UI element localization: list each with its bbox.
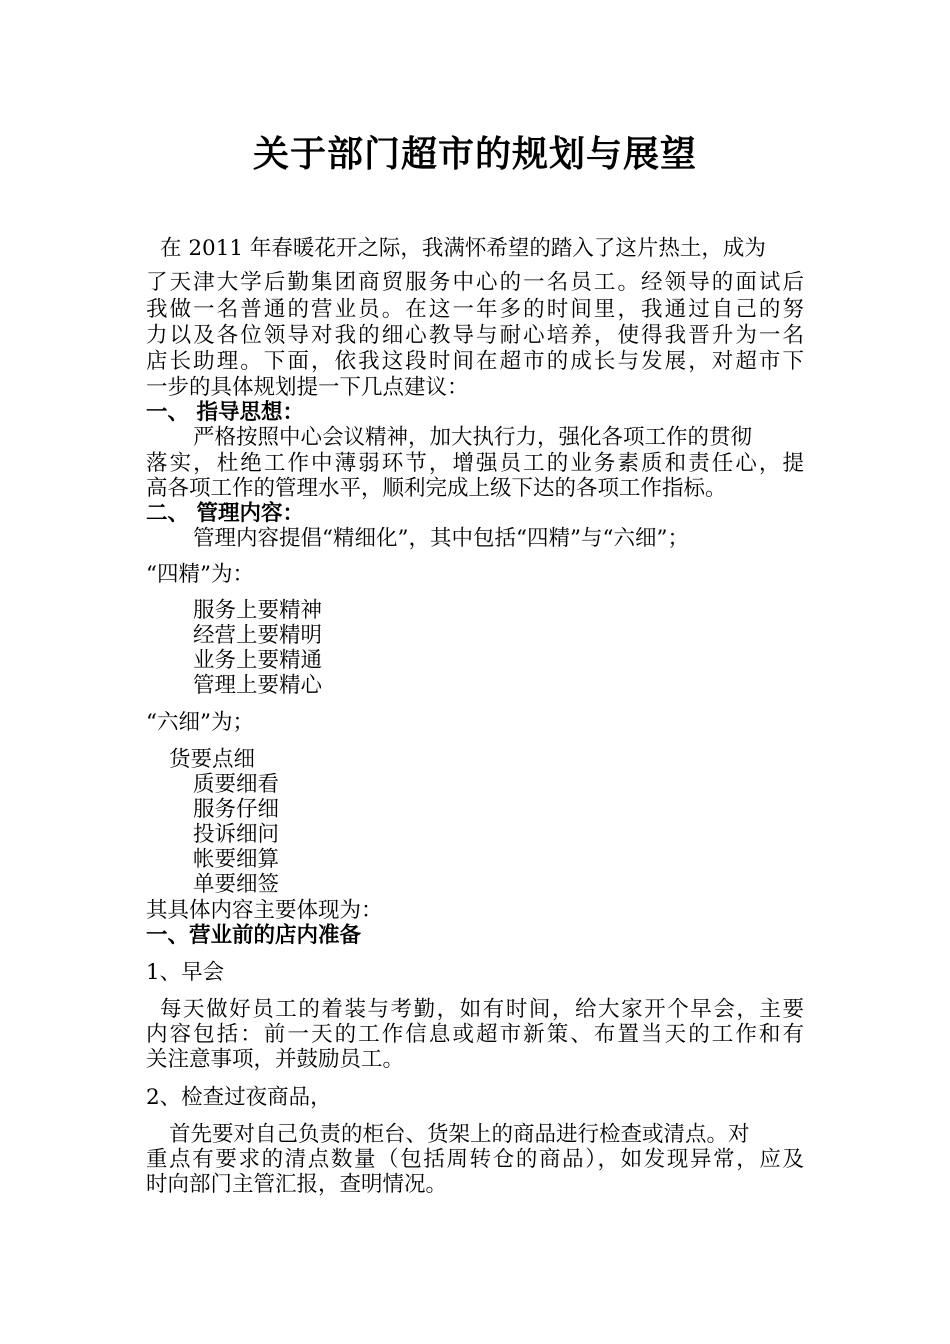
section1-line-2: 落实，杜绝工作中薄弱环节，增强员工的业务素质和责任心，提 [146,451,804,476]
section2-intro: 管理内容提倡“精细化”，其中包括“四精”与“六细”； [193,526,689,551]
liuxi-item: 质要细看 [193,772,280,797]
sijing-item: 服务上要精神 [193,598,323,623]
liuxi-item: 投诉细问 [193,822,280,847]
sijing-item: 业务上要精通 [193,648,323,673]
item1-line-3: 关注意事项，并鼓励员工。 [146,1047,405,1072]
item2-line-3: 时向部门主管汇报，查明情况。 [146,1172,448,1197]
sijing-item: 经营上要精明 [193,623,323,648]
liuxi-item: 货要点细 [169,747,256,772]
item1-line-2: 内容包括：前一天的工作信息或超市新策、布置当天的工作和有 [146,1022,804,1047]
item1-line-1: 每天做好员工的着装与考勤，如有时间，给大家开个早会，主要 [160,997,804,1022]
intro-line-2: 了天津大学后勤集团商贸服务中心的一名员工。经领导的面试后 [146,270,804,295]
liuxi-item: 单要细签 [193,872,280,897]
intro-line-4: 力以及各位领导对我的细心教导与耐心培养，使得我晋升为一名 [146,323,804,348]
liuxi-label: “六细”为； [146,710,254,735]
section1-heading: 一、 指导思想： [146,400,304,425]
document-title: 关于部门超市的规划与展望 [252,133,697,175]
sijing-label: “四精”为： [146,562,254,587]
liuxi-item: 服务仔细 [193,797,280,822]
item2-title: 2、检查过夜商品， [146,1085,332,1110]
part1-heading: 一、营业前的店内准备 [146,923,362,948]
intro-line-1: 在 2011 年春暖花开之际，我满怀希望的踏入了这片热土，成为 [160,236,766,261]
content-intro: 其具体内容主要体现为： [146,898,383,923]
section1-line-3: 高各项工作的管理水平，顺利完成上级下达的各项工作指标。 [146,476,727,501]
section1-line-1: 严格按照中心会议精神，加大执行力，强化各项工作的贯彻 [193,425,753,450]
item2-line-1: 首先要对自己负责的柜台、货架上的商品进行检查或清点。对 [169,1122,750,1147]
liuxi-item: 帐要细算 [193,847,280,872]
sijing-item: 管理上要精心 [193,673,323,698]
intro-line-6: 一步的具体规划提一下几点建议： [146,375,469,400]
item1-title: 1、早会 [146,960,225,985]
intro-line-5: 店长助理。下面，依我这段时间在超市的成长与发展，对超市下 [146,349,804,374]
intro-line-3: 我做一名普通的营业员。在这一年多的时间里，我通过自己的努 [146,297,804,322]
item2-line-2: 重点有要求的清点数量（包括周转仓的商品），如发现异常，应及 [146,1147,804,1172]
section2-heading: 二、 管理内容： [146,501,304,526]
